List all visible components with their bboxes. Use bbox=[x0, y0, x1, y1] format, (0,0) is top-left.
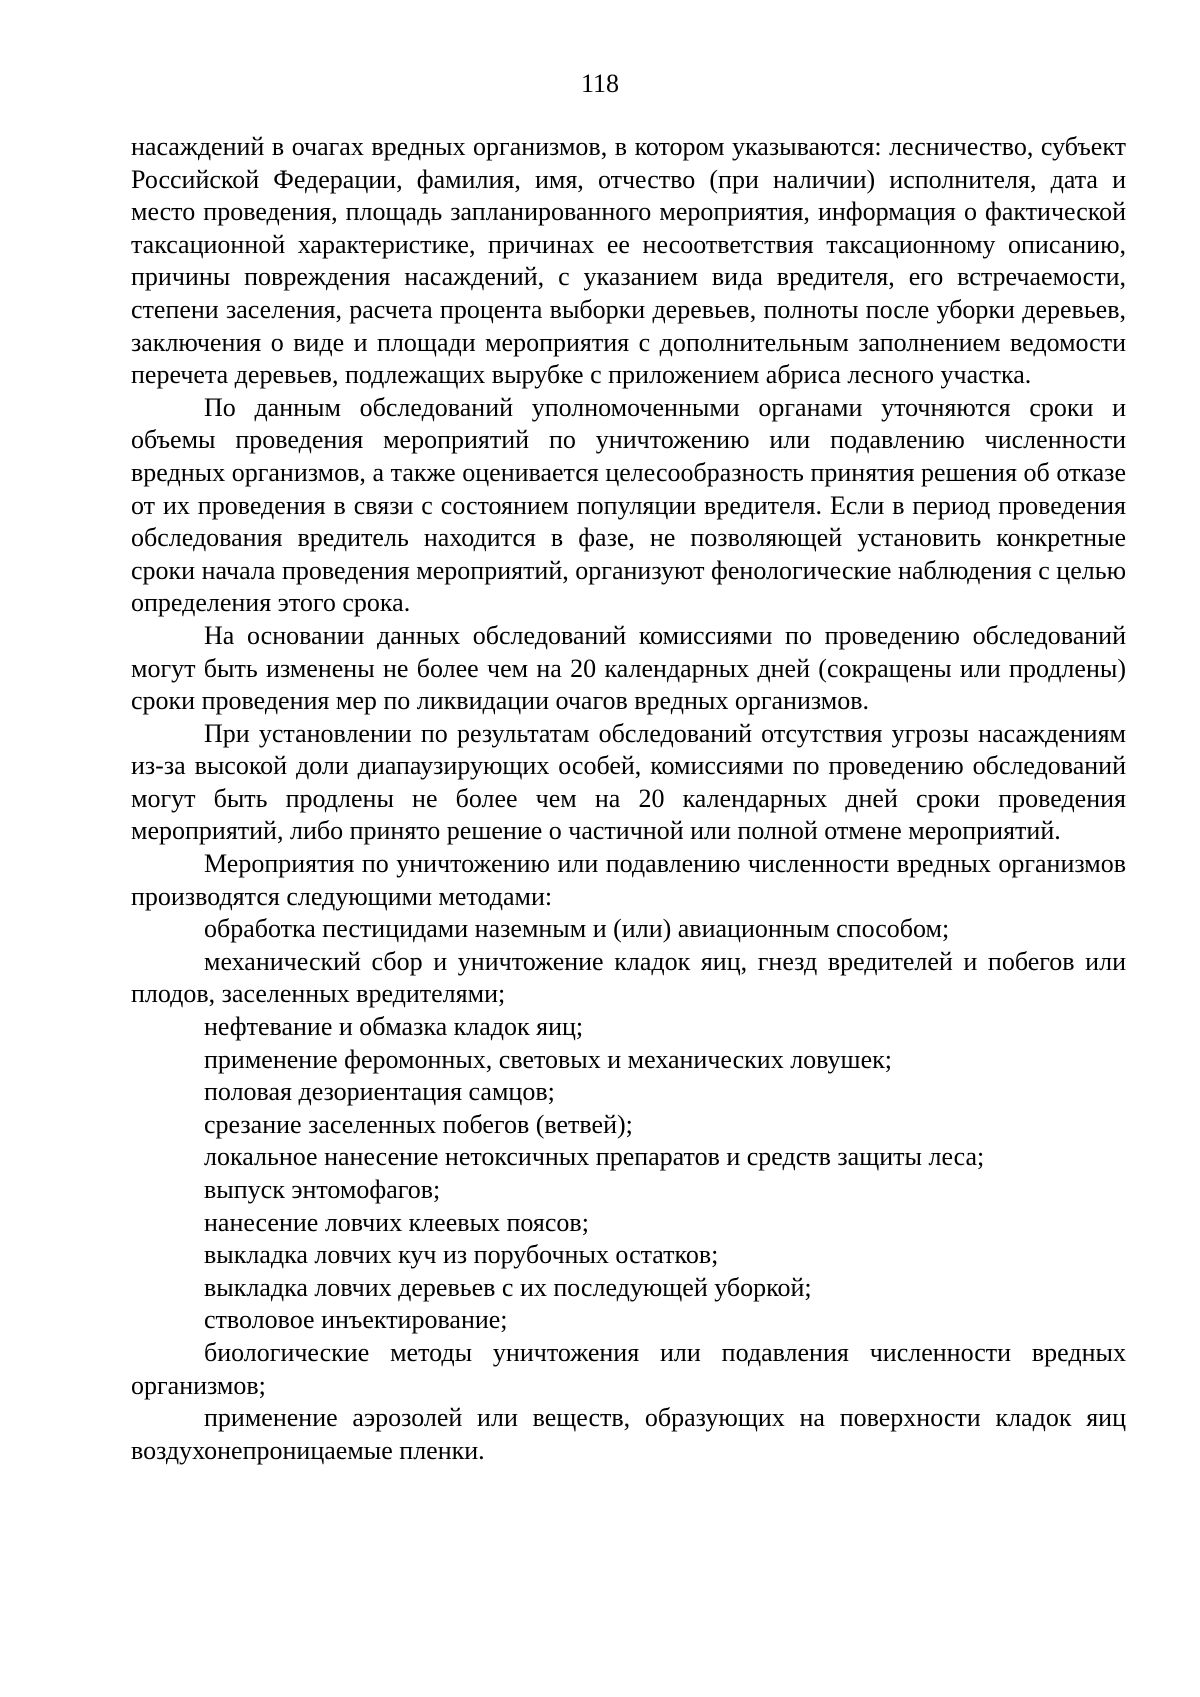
method-list-item: нефтевание и обмазка кладок яиц; bbox=[204, 1012, 584, 1042]
method-list-item: локальное нанесение нетоксичных препаратов и средств защиты леса; bbox=[204, 1142, 985, 1172]
document-body bbox=[131, 131, 1126, 1467]
method-list-item: стволовое инъектирование; bbox=[204, 1305, 508, 1335]
method-list-item: обработка пестицидами наземным и (или) авиационным способом; bbox=[204, 914, 950, 944]
method-list-item: механический сбор и уничтожение кладок яиц, гнезд вредителей и побегов или плодов, заселенных вредителями; bbox=[131, 946, 1126, 1009]
paragraph-continuation: насаждений в очагах вредных организмов, в котором указываются: лесничество, субъект Российской Федерации, фамилия, имя, отчество (при наличии) исполнителя, дата и место проведения, площадь запланированного мероприятия, информация о фактической таксационной характеристике, причинах ее несоответствия таксационному описанию, причины повреждения насаждений, с указанием вида вредителя, его встречаемости, степени заселения, расчета процента выборки деревьев, полноты после уборки деревьев, заключения о виде и площади мероприятия с дополнительным заполнением ведомости перечета деревьев, подлежащих вырубке с приложением абриса лесного участка. bbox=[131, 132, 1126, 390]
method-list-item: выкладка ловчих деревьев с их последующей уборкой; bbox=[204, 1272, 812, 1302]
method-list-item: выкладка ловчих куч из порубочных остатков; bbox=[204, 1240, 719, 1270]
method-list-item: половая дезориентация самцов; bbox=[204, 1077, 555, 1107]
method-list-item: применение аэрозолей или веществ, образующих на поверхности кладок яиц воздухонепроницаемые пленки. bbox=[131, 1403, 1126, 1465]
page-number: 118 bbox=[580, 69, 620, 98]
method-list-item: нанесение ловчих клеевых поясов; bbox=[204, 1207, 589, 1237]
method-list-item: биологические методы уничтожения или подавления численности вредных организмов; bbox=[131, 1337, 1126, 1400]
paragraph-diapause: При установлении по результатам обследований отсутствия угрозы насаждениям из-за высокой доли диапаузирующих особей, комиссиями по проведению обследований могут быть продлены не более чем на 20 календарных дней сроки проведения мероприятий, либо принято решение о частичной или полной отмене мероприятий. bbox=[131, 718, 1126, 846]
method-list-item: срезание заселенных побегов (ветвей); bbox=[204, 1109, 633, 1139]
paragraph-methods-intro: Мероприятия по уничтожению или подавлению численности вредных организмов производятся следующими методами: bbox=[131, 849, 1126, 911]
method-list-item: применение феромонных, световых и механических ловушек; bbox=[204, 1044, 892, 1074]
paragraph-deadline-change: На основании данных обследований комиссиями по проведению обследований могут быть изменены не более чем на 20 календарных дней (сокращены или продлены) сроки проведения мер по ликвидации очагов вредных организмов. bbox=[131, 620, 1126, 716]
paragraph-survey-terms: По данным обследований уполномоченными органами уточняются сроки и объемы проведения мероприятий по уничтожению или подавлению численности вредных организмов, а также оценивается целесообразность принятия решения об отказе от их проведения в связи с состоянием популяции вредителя. Если в период проведения обследования вредитель находится в фазе, не позволяющей установить конкретные сроки начала проведения мероприятий, организуют фенологические наблюдения с целью определения этого срока. bbox=[131, 392, 1126, 618]
method-list-item: выпуск энтомофагов; bbox=[204, 1175, 441, 1204]
